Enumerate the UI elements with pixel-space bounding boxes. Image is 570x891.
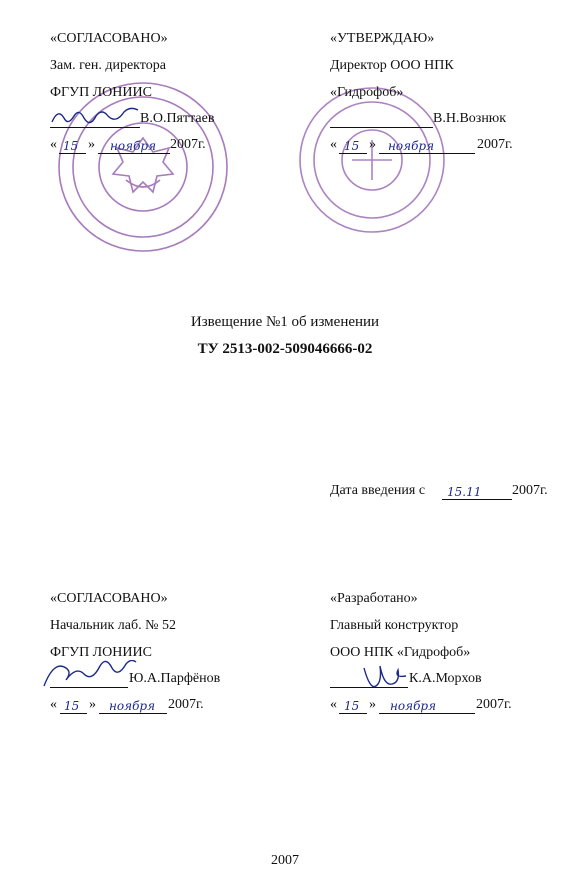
position: Директор ООО НПК	[330, 58, 454, 73]
date-year: 2007г.	[477, 137, 513, 152]
date-open-quote: «	[330, 697, 337, 712]
signature-icon	[40, 660, 140, 692]
date-year: 2007г.	[170, 137, 206, 152]
position: Начальник лаб. № 52	[50, 618, 176, 633]
heading: «Разработано»	[330, 591, 418, 606]
date-day: 15	[344, 699, 360, 713]
date-close-quote: »	[89, 697, 96, 712]
intro-date-year: 2007г.	[512, 483, 548, 498]
signer-name: В.О.Пяттаев	[140, 111, 215, 126]
organization: ФГУП ЛОНИИС	[50, 645, 152, 660]
date-year: 2007г.	[168, 697, 204, 712]
signature-icon	[50, 106, 140, 128]
signer-name: К.А.Морхов	[409, 671, 482, 686]
date-day: 15	[344, 139, 360, 153]
organization: ООО НПК «Гидрофоб»	[330, 645, 471, 660]
organization: «Гидрофоб»	[330, 85, 404, 100]
document-subtitle: ТУ 2513-002-509046666-02	[197, 341, 373, 357]
signature-icon	[360, 662, 410, 692]
date-close-quote: »	[369, 137, 376, 152]
date-month: ноября	[109, 699, 156, 713]
document-title: Извещение №1 об изменении	[190, 314, 380, 330]
date-year: 2007г.	[476, 697, 512, 712]
date-open-quote: «	[50, 137, 57, 152]
date-day: 15	[63, 139, 79, 153]
heading: «СОГЛАСОВАНО»	[50, 591, 168, 606]
heading: «СОГЛАСОВАНО»	[50, 31, 168, 46]
position: Зам. ген. директора	[50, 58, 166, 73]
date-day: 15	[64, 699, 80, 713]
position: Главный конструктор	[330, 618, 459, 633]
signer-name: Ю.А.Парфёнов	[129, 671, 221, 686]
date-open-quote: «	[50, 697, 57, 712]
stamp-right-icon	[297, 85, 447, 235]
signer-name: В.Н.Вознюк	[433, 111, 507, 126]
date-month: ноября	[388, 139, 435, 153]
date-close-quote: »	[88, 137, 95, 152]
date-open-quote: «	[330, 137, 337, 152]
date-close-quote: »	[369, 697, 376, 712]
footer-year: 2007	[271, 853, 299, 868]
signature-line	[330, 127, 433, 128]
heading: «УТВЕРЖДАЮ»	[330, 31, 435, 46]
intro-date-label: Дата введения с	[330, 483, 426, 498]
date-month: ноября	[110, 139, 157, 153]
organization: ФГУП ЛОНИИС	[50, 85, 152, 100]
date-month: ноября	[390, 699, 437, 713]
intro-date-value: 15.11	[447, 485, 482, 499]
